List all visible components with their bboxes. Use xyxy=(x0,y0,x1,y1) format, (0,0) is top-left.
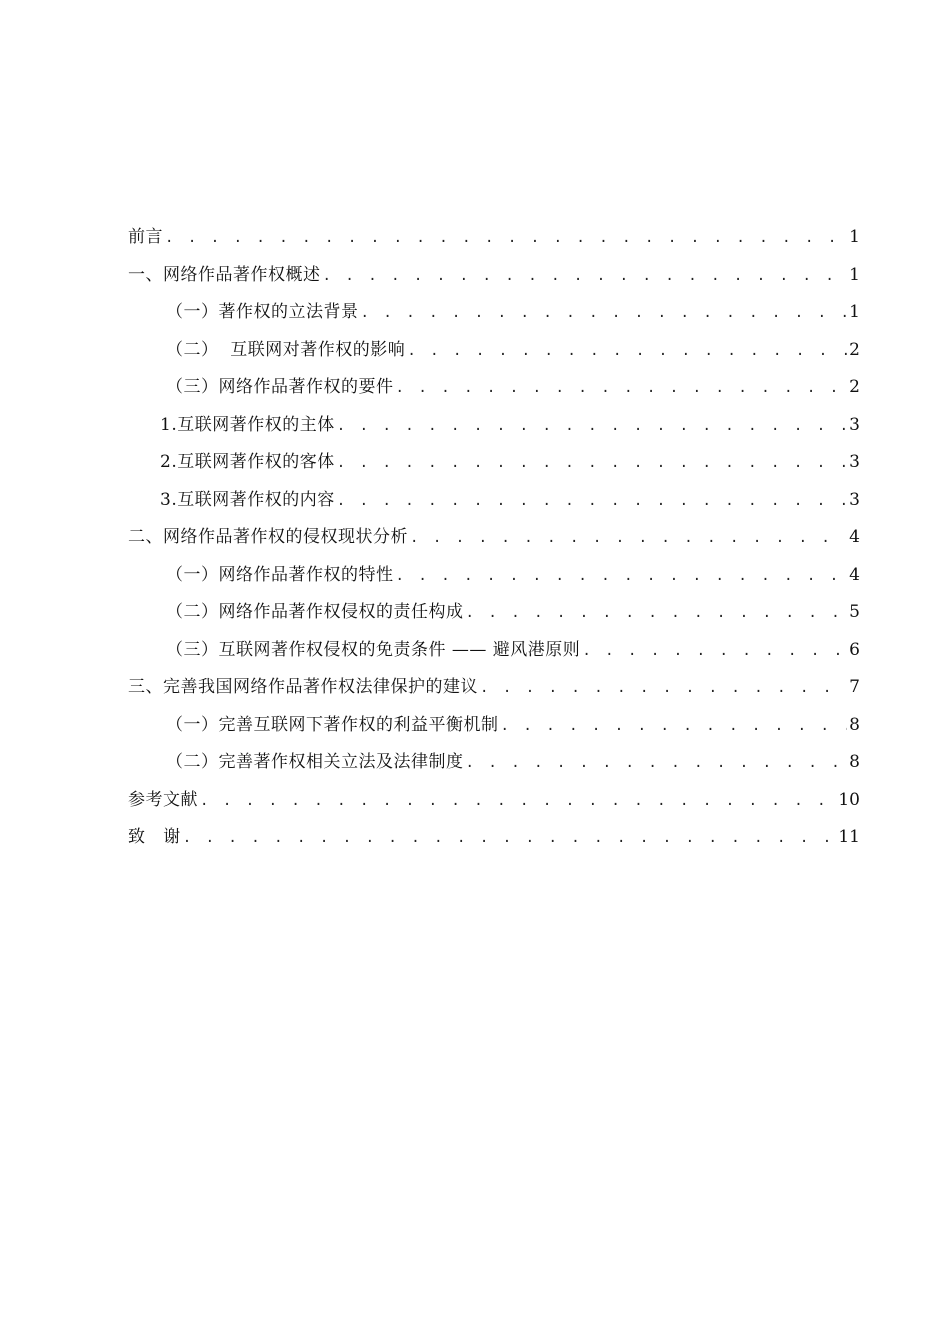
toc-entry-chapter-3[interactable] xyxy=(128,672,860,710)
toc-entry-page: 3 xyxy=(849,452,860,472)
toc-dot-leader xyxy=(337,448,847,478)
toc-entry-title: 二、网络作品著作权的侵权现状分析 xyxy=(128,527,408,547)
toc-entry-page: 8 xyxy=(849,714,860,735)
toc-entry-section-2-2[interactable] xyxy=(128,597,860,635)
toc-entry-page: 10 xyxy=(838,789,860,810)
toc-entry-acknowledgements[interactable] xyxy=(128,822,860,860)
toc-entry-title: （三）网络作品著作权的要件 xyxy=(166,377,394,397)
toc-entry-chapter-2[interactable] xyxy=(128,522,860,560)
toc-entry-section-1-2[interactable] xyxy=(128,335,860,373)
toc-entry-title: （一）网络作品著作权的特性 xyxy=(166,564,394,585)
toc-entry-title: 致 谢 xyxy=(128,827,181,847)
toc-dot-leader xyxy=(480,673,847,703)
toc-entry-title: （一）著作权的立法背景 xyxy=(166,302,359,322)
toc-entry-page: 6 xyxy=(849,639,860,660)
toc-entry-page: 1 xyxy=(849,264,860,285)
toc-dot-leader xyxy=(582,636,847,666)
toc-entry-page: 11 xyxy=(838,827,860,847)
toc-entry-title: 一、网络作品著作权概述 xyxy=(128,264,321,285)
toc-dot-leader xyxy=(183,823,837,853)
toc-dot-leader xyxy=(410,523,847,553)
toc-entry-page: 1 xyxy=(849,227,860,247)
toc-entry-page: 4 xyxy=(849,527,860,547)
toc-entry-section-1-1[interactable] xyxy=(128,297,860,335)
toc-dot-leader xyxy=(323,261,848,291)
toc-entry-title: 前言 xyxy=(128,227,163,247)
table-of-contents xyxy=(128,222,860,860)
toc-dot-leader xyxy=(361,298,848,328)
toc-entry-title: 参考文献 xyxy=(128,789,198,810)
toc-entry-subsection-1[interactable] xyxy=(128,410,860,448)
toc-entry-section-3-1[interactable] xyxy=(128,710,860,748)
toc-dot-leader xyxy=(501,711,848,741)
toc-dot-leader xyxy=(200,786,836,816)
toc-dot-leader xyxy=(396,373,848,403)
toc-dot-leader xyxy=(337,411,847,441)
toc-entry-chapter-1[interactable] xyxy=(128,260,860,298)
toc-entry-title: （一）完善互联网下著作权的利益平衡机制 xyxy=(166,714,499,735)
toc-entry-page: 2 xyxy=(849,377,860,397)
toc-dot-leader xyxy=(396,561,848,591)
toc-entry-title: （二）网络作品著作权侵权的责任构成 xyxy=(166,602,464,622)
toc-entry-preface[interactable] xyxy=(128,222,860,260)
toc-entry-section-3-2[interactable] xyxy=(128,747,860,785)
toc-entry-section-2-3[interactable] xyxy=(128,635,860,673)
toc-dot-leader xyxy=(407,336,847,366)
toc-dot-leader xyxy=(165,223,847,253)
toc-dot-leader xyxy=(466,748,848,778)
toc-entry-title: 三、完善我国网络作品著作权法律保护的建议 xyxy=(128,677,478,697)
toc-dot-leader xyxy=(337,486,847,516)
toc-entry-page: 8 xyxy=(849,752,860,772)
toc-entry-references[interactable] xyxy=(128,785,860,823)
toc-entry-title: （二）完善著作权相关立法及法律制度 xyxy=(166,752,464,772)
toc-entry-section-1-3[interactable] xyxy=(128,372,860,410)
toc-entry-page: 1 xyxy=(849,302,860,322)
toc-entry-subsection-2[interactable] xyxy=(128,447,860,485)
toc-entry-page: 3 xyxy=(849,414,860,435)
toc-entry-page: 4 xyxy=(849,564,860,585)
toc-entry-title: 2.互联网著作权的客体 xyxy=(160,452,335,472)
toc-entry-title: （二） 互联网对著作权的影响 xyxy=(166,339,406,360)
toc-entry-subsection-3[interactable] xyxy=(128,485,860,523)
toc-entry-title: 1.互联网著作权的主体 xyxy=(160,414,335,435)
toc-entry-title: 3.互联网著作权的内容 xyxy=(160,489,335,510)
toc-entry-page: 2 xyxy=(849,339,860,360)
toc-entry-section-2-1[interactable] xyxy=(128,560,860,598)
toc-entry-page: 5 xyxy=(849,602,860,622)
toc-entry-page: 3 xyxy=(849,489,860,510)
toc-entry-page: 7 xyxy=(849,677,860,697)
toc-dot-leader xyxy=(466,598,848,628)
toc-entry-title: （三）互联网著作权侵权的免责条件 —— 避风港原则 xyxy=(166,639,581,660)
